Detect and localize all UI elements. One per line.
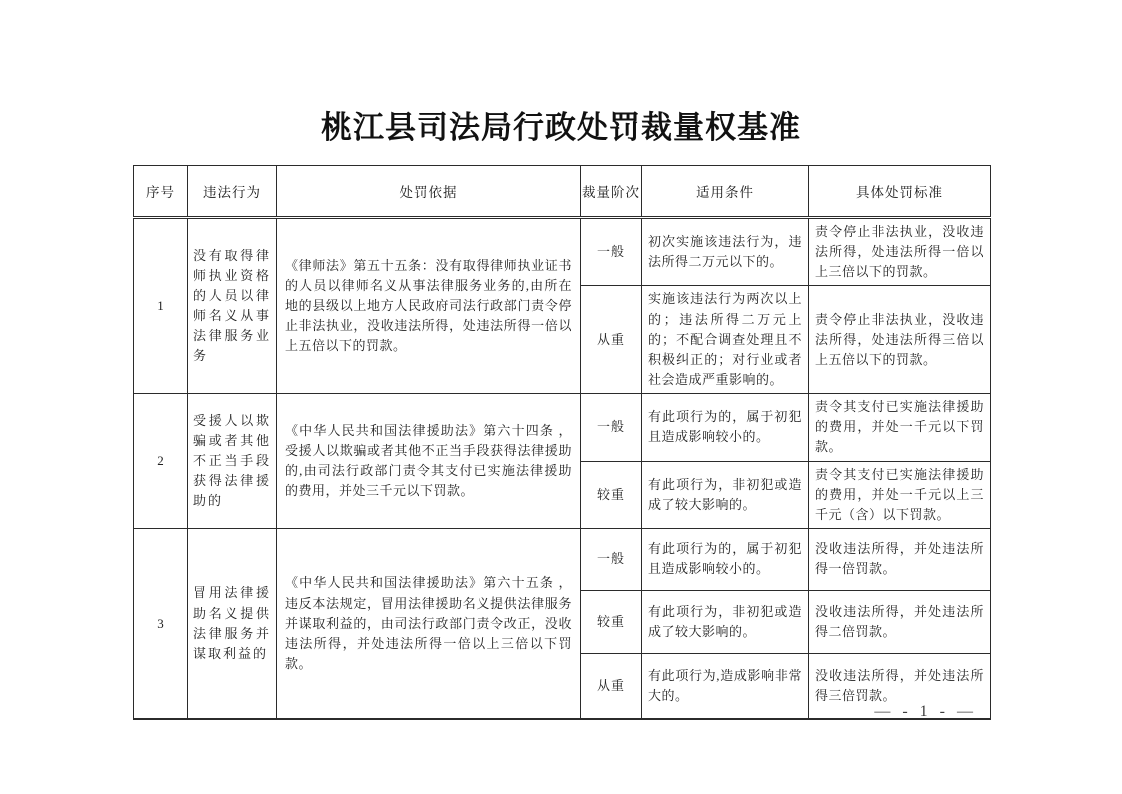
cell-penalty-standard: 没收违法所得，并处违法所得三倍罚款。 — [809, 653, 991, 719]
cell-violation: 冒用法律援助名义提供法律服务并谋取利益的 — [188, 528, 277, 719]
cell-tier-level: 一般 — [581, 218, 642, 286]
cell-condition: 有此项行为，非初犯或造成了较大影响的。 — [642, 590, 809, 653]
cell-tier-level: 一般 — [581, 394, 642, 461]
cell-condition: 有此项行为,造成影响非常大的。 — [642, 653, 809, 719]
table-row-1-tier-1 — [134, 218, 991, 286]
header-penalty-basis: 处罚依据 — [277, 166, 581, 218]
header-specific-penalty-standard: 具体处罚标准 — [809, 166, 991, 218]
cell-tier-level: 从重 — [581, 653, 642, 719]
cell-violation: 没有取得律师执业资格的人员以律师名义从事法律服务业务 — [188, 218, 277, 394]
cell-tier-level: 一般 — [581, 528, 642, 590]
cell-penalty-standard: 没收违法所得，并处违法所得二倍罚款。 — [809, 590, 991, 653]
cell-tier-level: 较重 — [581, 590, 642, 653]
cell-tier-level: 从重 — [581, 286, 642, 394]
cell-penalty-basis: 《律师法》第五十五条：没有取得律师执业证书的人员以律师名义从事法律服务业务的,由所在地的县级以上地方人民政府司法行政部门责令停止非法执业，没收违法所得，处违法所得一倍以上五倍以下的罚款。 — [277, 218, 581, 394]
cell-serial-number: 3 — [134, 528, 188, 719]
cell-penalty-standard: 没收违法所得，并处违法所得一倍罚款。 — [809, 528, 991, 590]
cell-penalty-standard: 责令其支付已实施法律援助的费用，并处一千元以上三千元（含）以下罚款。 — [809, 461, 991, 528]
cell-serial-number: 2 — [134, 394, 188, 529]
table-header-row — [134, 166, 991, 218]
cell-condition: 有此项行为的，属于初犯且造成影响较小的。 — [642, 528, 809, 590]
cell-condition: 初次实施该违法行为，违法所得二万元以下的。 — [642, 218, 809, 286]
cell-penalty-standard: 责令停止非法执业，没收违法所得，处违法所得一倍以上三倍以下的罚款。 — [809, 218, 991, 286]
cell-violation: 受援人以欺骗或者其他不正当手段获得法律援助的 — [188, 394, 277, 529]
cell-condition: 有此项行为，非初犯或造成了较大影响的。 — [642, 461, 809, 528]
header-violation: 违法行为 — [188, 166, 277, 218]
table-body — [134, 218, 991, 720]
cell-condition: 有此项行为的，属于初犯且造成影响较小的。 — [642, 394, 809, 461]
cell-penalty-standard: 责令其支付已实施法律援助的费用，并处一千元以下罚款。 — [809, 394, 991, 461]
table-row-3-tier-1 — [134, 528, 991, 590]
cell-penalty-standard: 责令停止非法执业，没收违法所得，处违法所得三倍以上五倍以下的罚款。 — [809, 286, 991, 394]
header-discretion-tier: 裁量阶次 — [581, 166, 642, 218]
table-row-2-tier-1 — [134, 394, 991, 461]
cell-tier-level: 较重 — [581, 461, 642, 528]
cell-penalty-basis: 《中华人民共和国法律援助法》第六十五条 ，违反本法规定，冒用法律援助名义提供法律服务并谋取利益的，由司法行政部门责令改正，没收违法所得，并处违法所得一倍以上三倍以下罚款。 — [277, 528, 581, 719]
penalty-discretion-table — [133, 165, 991, 720]
document-title: 桃江县司法局行政处罚裁量权基准 — [321, 110, 801, 145]
header-serial-number: 序号 — [134, 166, 188, 218]
table-header — [134, 166, 991, 218]
cell-condition: 实施该违法行为两次以上的；违法所得二万元上的；不配合调查处理且不积极纠正的；对行业或者社会造成严重影响的。 — [642, 286, 809, 394]
page-number: — - 1 - — — [874, 703, 977, 720]
header-applicable-conditions: 适用条件 — [642, 166, 809, 218]
cell-penalty-basis: 《中华人民共和国法律援助法》第六十四条 ，受援人以欺骗或者其他不正当手段获得法律援助的,由司法行政部门责令其支付已实施法律援助的费用，并处三千元以下罚款。 — [277, 394, 581, 529]
cell-serial-number: 1 — [134, 218, 188, 394]
